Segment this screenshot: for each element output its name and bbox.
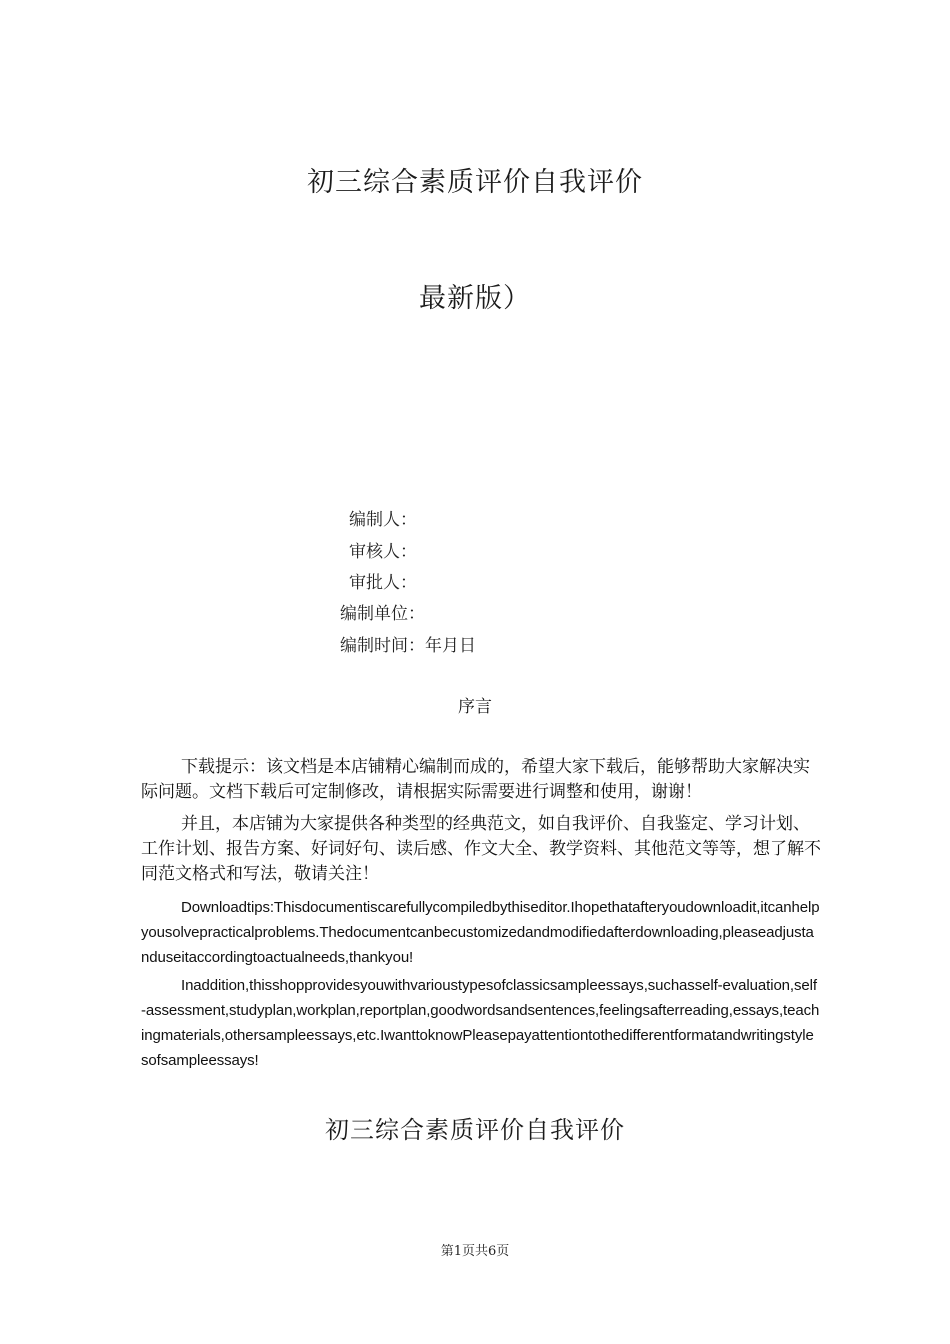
page-footer: 第1页共6页 <box>440 1244 510 1259</box>
meta-approver: 审批人： <box>349 573 417 593</box>
meta-unit: 编制单位： <box>340 604 425 624</box>
preface-heading: 序言 <box>458 697 492 717</box>
paragraph-cn-download-tip: 下载提示：该文档是本店铺精心编制而成的，希望大家下载后，能够帮助大家解决实际问题。文档下载后可定制修改，请根据实际需要进行调整和使用，谢谢！ <box>141 757 810 802</box>
meta-compiler: 编制人： <box>349 510 417 530</box>
meta-time: 编制时间：年月日 <box>340 636 476 656</box>
document-title: 初三综合素质评价自我评价 <box>307 167 643 198</box>
paragraph-en-download-tip: Downloadtips:Thisdocumentiscarefullycompiledbythiseditor.Ihopethatafteryoudownloadit,itcanhelpyousolvepracticalproblems.Thedocumentcanbecustomizedandmodifiedafterdownloading,pleaseadjustanduseitaccordingtoactualneeds,thankyou! <box>141 899 820 966</box>
meta-reviewer: 审核人： <box>349 542 417 562</box>
section-title: 初三综合素质评价自我评价 <box>325 1116 625 1144</box>
paragraph-en-addition: Inaddition,thisshopprovidesyouwithvarioustypesofclassicsampleessays,suchasself-evaluation,self-assessment,studyplan,workplan,reportplan,goodwordsandsentences,feelingsafterreading,essays,teachingmaterials,othersampleessays,etc.IwanttoknowPleasepayattentiontothedifferentformatandwritingstylesofsampleessays! <box>141 977 820 1069</box>
paragraph-cn-addition: 并且，本店铺为大家提供各种类型的经典范文，如自我评价、自我鉴定、学习计划、工作计划、报告方案、好词好句、读后感、作文大全、教学资料、其他范文等等，想了解不同范文格式和写法，敬请关注！ <box>141 814 821 884</box>
document-subtitle: 最新版） <box>419 283 531 314</box>
